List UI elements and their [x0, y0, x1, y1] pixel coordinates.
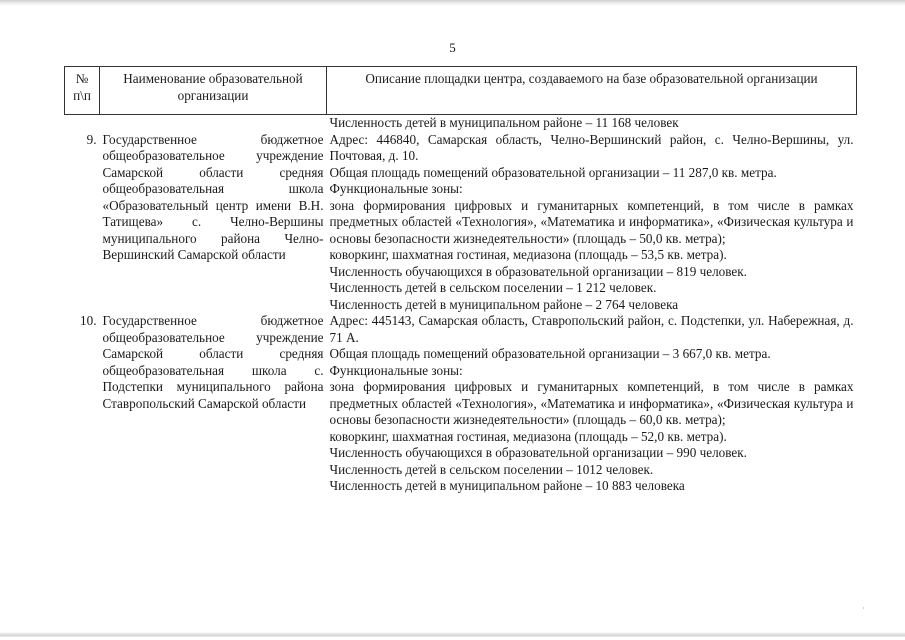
- zones-heading: Функциональные зоны:: [329, 362, 463, 378]
- district-children-count: Численность детей в муниципальном районе – 2 764 человека: [329, 296, 679, 312]
- table-row: [65, 132, 857, 314]
- scan-speck: ·: [862, 604, 865, 613]
- row-number: 9.: [86, 131, 97, 147]
- total-area: Общая площадь помещений образовательной организации – 11 287,0 кв. метра.: [329, 164, 777, 180]
- rural-children-count: Численность детей в сельском поселении – 1 212 человек.: [329, 280, 657, 295]
- header-desc: Описание площадки центра, создаваемого на базе образовательной организации: [327, 67, 857, 115]
- zone-digital: зона формирования цифровых и гуманитарных компетенций, в том числе в рамках предметных областей «Технология», «Математика и информатика», «Физическая культура и основы безопасности жизнедеятельности» (площадь – 50,0 кв. метра);: [329, 197, 854, 246]
- scan-edge-bottom: [0, 632, 905, 637]
- address: Адрес: 445143, Самарская область, Ставропольский район, с. Подстепки, ул. Набережная, д. 71 А.: [329, 313, 854, 345]
- table-row: [65, 313, 857, 495]
- district-children-count: Численность детей в муниципальном районе – 10 883 человека: [329, 478, 685, 493]
- continuation-text: Численность детей в муниципальном районе – 11 168 человек: [329, 115, 679, 130]
- table-row-continuation: [65, 115, 857, 132]
- organization-name: Государственное бюджетное общеобразовательное учреждение Самарской области средняя общеобразовательная школа с. Подстепки муниципального района Ставропольский Самарской области: [102, 313, 324, 411]
- zone-coworking: коворкинг, шахматная гостиная, медиазона (площадь – 52,0 кв. метра).: [329, 428, 727, 444]
- address: Адрес: 446840, Самарская область, Челно-Вершинский район, с. Челно-Вершины, ул. Почтовая, д. 10.: [329, 131, 854, 163]
- zone-digital: зона формирования цифровых и гуманитарных компетенций, в том числе в рамках предметных областей «Технология», «Математика и информатика», «Физическая культура и основы безопасности жизнедеятельности» (площадь – 60,0 кв. метра);: [329, 379, 854, 427]
- total-area: Общая площадь помещений образовательной организации – 3 667,0 кв. метра.: [329, 346, 771, 361]
- site-description: [327, 132, 857, 314]
- page-number: 5: [449, 40, 456, 55]
- header-org: Наименование образовательной организации: [100, 67, 327, 115]
- table-header-row: [65, 67, 857, 115]
- site-description: [327, 313, 857, 495]
- zones-heading: Функциональные зоны:: [329, 181, 463, 196]
- rural-children-count: Численность детей в сельском поселении – 1012 человек.: [329, 461, 654, 477]
- zone-coworking: коворкинг, шахматная гостиная, медиазона (площадь – 53,5 кв. метра).: [329, 247, 727, 262]
- scan-edge-top: [0, 0, 905, 6]
- students-count: Численность обучающихся в образовательной организации – 990 человек.: [329, 445, 747, 460]
- students-count: Численность обучающихся в образовательной организации – 819 человек.: [329, 263, 747, 279]
- row-number: 10.: [80, 313, 97, 328]
- header-num: № п\п: [65, 67, 100, 115]
- organization-name: Государственное бюджетное общеобразовательное учреждение Самарской области средняя общеобразовательная школа «Образовательный центр имени В.Н. Татищева» с. Челно-Вершины муниципального района Челно-Вершинский Самарской области: [102, 131, 324, 262]
- centers-table: [64, 66, 857, 495]
